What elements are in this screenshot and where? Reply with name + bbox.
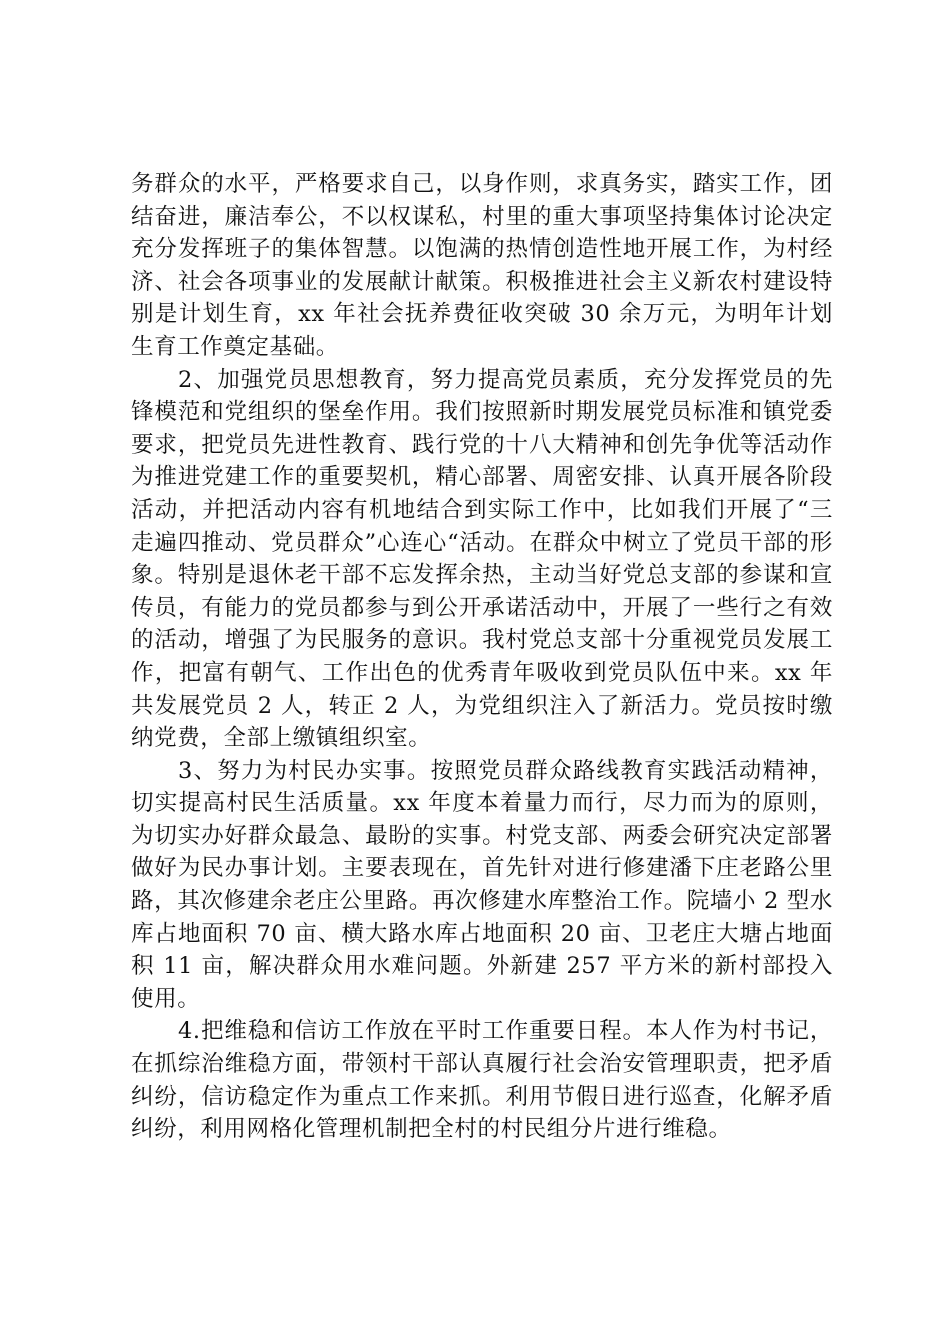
- document-body: [131, 168, 833, 1146]
- paragraph-stability-petitions: 4.把维稳和信访工作放在平时工作重要日程。本人作为村书记，在抓综治维稳方面，带领村干部认真履行社会治安管理职责，把矛盾纠纷，信访稳定作为重点工作来抓。利用节假日进行巡查，化解矛盾纠纷，利用网格化管理机制把全村的村民组分片进行维稳。: [131, 1018, 833, 1143]
- paragraph-continuation: 务群众的水平，严格要求自己，以身作则，求真务实，踏实工作，团结奋进，廉洁奉公，不以权谋私，村里的重大事项坚持集体讨论决定充分发挥班子的集体智慧。以饱满的热情创造性地开展工作，为村经济、社会各项事业的发展献计献策。积极推进社会主义新农村建设特别是计划生育，xx 年社会抚养费征收突破 30 余万元，为明年计划生育工作奠定基础。: [131, 171, 833, 360]
- paragraph-party-education: 2、加强党员思想教育，努力提高党员素质，充分发挥党员的先锋模范和党组织的堡垒作用。我们按照新时期发展党员标准和镇党委要求，把党员先进性教育、践行党的十八大精神和创先争优等活动作为推进党建工作的重要契机，精心部署、周密安排、认真开展各阶段活动，并把活动内容有机地结合到实际工作中，比如我们开展了“三走遍四推动、党员群众”心连心“活动。在群众中树立了党员干部的形象。特别是退休老干部不忘发挥余热，主动当好党总支部的参谋和宣传员，有能力的党员都参与到公开承诺活动中，开展了一些行之有效的活动，增强了为民服务的意识。我村党总支部十分重视党员发展工作，把富有朝气、工作出色的优秀青年吸收到党员队伍中来。xx 年共发展党员 2 人，转正 2 人，为党组织注入了新活力。党员按时缴纳党费，全部上缴镇组织室。: [131, 366, 833, 752]
- paragraph-practical-affairs: 3、努力为村民办实事。按照党员群众路线教育实践活动精神，切实提高村民生活质量。xx 年度本着量力而行，尽力而为的原则，为切实办好群众最急、最盼的实事。村党支部、两委会研究决定部署做好为民办事计划。主要表现在，首先针对进行修建潘下庄老路公里路，其次修建余老庄公里路。再次修建水库整治工作。院墙小 2 型水库占地面积 70 亩、横大路水库占地面积 20 亩、卫老庄大塘占地面积 11 亩，解决群众用水难问题。外新建 257 平方米的新村部投入使用。: [131, 757, 833, 1012]
